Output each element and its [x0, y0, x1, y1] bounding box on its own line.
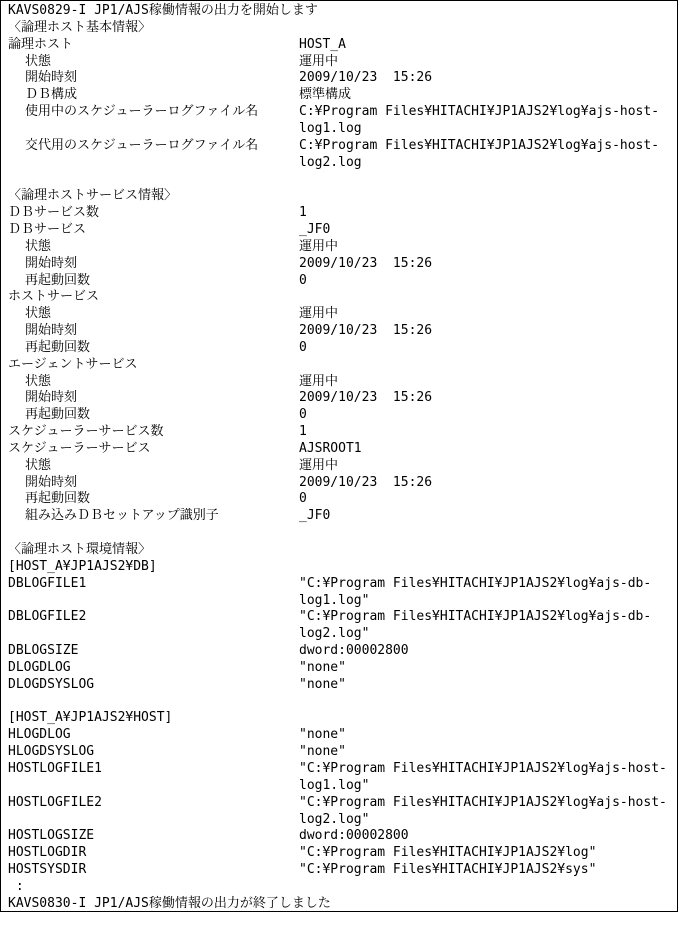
- field-label: 再起動回数: [25, 407, 91, 423]
- field-value: 運用中: [299, 306, 339, 322]
- output-line: [8, 138, 677, 155]
- output-line: [8, 828, 677, 845]
- field-label: HOSTSYSDIR: [8, 862, 87, 878]
- output-text: 〈論理ホスト環境情報〉: [8, 542, 152, 557]
- field-label: HOSTLOGSIZE: [8, 828, 95, 844]
- blank-line: [8, 694, 677, 711]
- field-label: ＤＢサービス数: [8, 205, 100, 221]
- field-value: log2.log: [299, 154, 362, 170]
- field-value: 2009/10/23 15:26: [299, 474, 433, 490]
- output-text: [HOST_A¥JP1AJS2¥HOST]: [8, 710, 173, 726]
- field-value: "none": [299, 676, 346, 692]
- field-label: DLOGDLOG: [8, 659, 71, 675]
- output-line: [8, 205, 677, 222]
- field-value: "C:¥Program Files¥HITACHI¥JP1AJS2¥log¥ajs-db-: [299, 575, 652, 591]
- output-line: [8, 306, 677, 323]
- field-value: dword:00002800: [299, 828, 409, 844]
- output-line: [8, 458, 677, 475]
- field-value: log2.log": [299, 811, 370, 827]
- field-label: 論理ホスト: [8, 36, 74, 52]
- output-line: [8, 239, 677, 256]
- field-value: "C:¥Program Files¥HITACHI¥JP1AJS2¥log": [299, 845, 597, 861]
- output-text: :: [8, 878, 24, 894]
- field-value: 2009/10/23 15:26: [299, 255, 433, 271]
- output-line: [8, 508, 677, 525]
- output-line: [8, 273, 677, 290]
- field-value: C:¥Program Files¥HITACHI¥JP1AJS2¥log¥ajs-host-: [299, 137, 660, 153]
- output-line: [8, 812, 677, 829]
- field-label: 開始時刻: [25, 323, 78, 339]
- field-label: DBLOGFILE2: [8, 609, 87, 625]
- field-value: log1.log": [299, 592, 370, 608]
- output-line: [8, 70, 677, 87]
- field-value: 標準構成: [299, 87, 352, 103]
- output-line: [8, 609, 677, 626]
- output-line: [8, 256, 677, 273]
- field-value: 1: [299, 424, 307, 440]
- output-line: [8, 222, 677, 239]
- field-label: 状態: [25, 238, 52, 254]
- field-value: "none": [299, 659, 346, 675]
- output-line: [8, 407, 677, 424]
- field-label: DBLOGSIZE: [8, 643, 79, 659]
- field-label: HOSTLOGFILE1: [8, 760, 102, 776]
- output-line: [8, 54, 677, 71]
- field-label: 再起動回数: [25, 339, 91, 355]
- output-line: [8, 289, 677, 306]
- output-line: [8, 121, 677, 138]
- field-value: "C:¥Program Files¥HITACHI¥JP1AJS2¥log¥ajs-host-: [299, 760, 667, 776]
- output-line: [8, 576, 677, 593]
- field-value: AJSROOT1: [299, 440, 362, 456]
- output-line: [8, 104, 677, 121]
- field-label: HOSTLOGDIR: [8, 845, 87, 861]
- field-label: DLOGDSYSLOG: [8, 676, 95, 692]
- output-line: [8, 896, 677, 912]
- field-value: dword:00002800: [299, 643, 409, 659]
- output-line: [8, 643, 677, 660]
- field-value: 運用中: [299, 457, 339, 473]
- output-text: 〈論理ホスト基本情報〉: [8, 19, 152, 35]
- field-label: 再起動回数: [25, 272, 91, 288]
- output-text: KAVS0830-I JP1/AJS稼働情報の出力が終了しました: [8, 895, 331, 911]
- output-line: [8, 727, 677, 744]
- output-line: [8, 357, 677, 374]
- blank-line: [8, 171, 677, 188]
- output-line: [8, 37, 677, 54]
- field-value: log1.log: [299, 120, 362, 136]
- field-value: _JF0: [299, 221, 331, 237]
- output-line: [8, 475, 677, 492]
- field-value: 2009/10/23 15:26: [299, 323, 433, 339]
- field-label: 状態: [25, 373, 52, 389]
- output-line: [8, 677, 677, 694]
- field-value: "none": [299, 744, 346, 760]
- output-text: 〈論理ホストサービス情報〉: [8, 188, 178, 204]
- field-label: HLOGDLOG: [8, 727, 71, 743]
- output-line: [8, 87, 677, 104]
- output-line: [8, 20, 677, 37]
- output-line: [8, 744, 677, 761]
- field-value: _JF0: [299, 508, 331, 524]
- field-label: 状態: [25, 306, 52, 322]
- field-label: 組み込みＤＢセットアップ識別子: [25, 508, 219, 524]
- field-label: 交代用のスケジューラーログファイル名: [25, 137, 259, 153]
- output-line: [8, 626, 677, 643]
- output-text: [HOST_A¥JP1AJS2¥DB]: [8, 558, 157, 574]
- field-value: log1.log": [299, 777, 370, 793]
- output-line: [8, 340, 677, 357]
- output-line: [8, 424, 677, 441]
- output-line: [8, 188, 677, 205]
- output-line: [8, 374, 677, 391]
- field-value: "none": [299, 727, 346, 743]
- field-label: エージェントサービス: [8, 356, 138, 372]
- field-value: HOST_A: [299, 36, 346, 52]
- field-value: log2.log": [299, 626, 370, 642]
- output-line: [8, 441, 677, 458]
- field-value: 0: [299, 272, 307, 288]
- field-value: "C:¥Program Files¥HITACHI¥JP1AJS2¥log¥ajs-db-: [299, 609, 652, 625]
- field-label: HOSTLOGFILE2: [8, 794, 102, 810]
- field-label: ＤＢ構成: [25, 87, 78, 103]
- output-line: [8, 542, 677, 559]
- field-value: 0: [299, 407, 307, 423]
- field-value: 2009/10/23 15:26: [299, 390, 433, 406]
- field-label: スケジューラーサービス: [8, 440, 151, 456]
- output-line: [8, 155, 677, 172]
- field-value: C:¥Program Files¥HITACHI¥JP1AJS2¥log¥ajs-host-: [299, 104, 660, 120]
- field-label: HLOGDSYSLOG: [8, 744, 95, 760]
- output-line: [8, 761, 677, 778]
- output-line: [8, 879, 677, 896]
- field-value: 2009/10/23 15:26: [299, 70, 433, 86]
- output-line: [8, 845, 677, 862]
- field-label: DBLOGFILE1: [8, 575, 87, 591]
- output-line: [8, 559, 677, 576]
- output-text: KAVS0829-I JP1/AJS稼働情報の出力を開始します: [8, 3, 318, 18]
- field-label: 開始時刻: [25, 390, 78, 406]
- output-line: [8, 660, 677, 677]
- field-label: スケジューラーサービス数: [8, 424, 164, 440]
- output-line: [8, 323, 677, 340]
- field-label: 開始時刻: [25, 474, 78, 490]
- field-label: 状態: [25, 457, 52, 473]
- output-line: [8, 593, 677, 610]
- field-value: "C:¥Program Files¥HITACHI¥JP1AJS2¥log¥ajs-host-: [299, 794, 667, 810]
- output-line: [8, 778, 677, 795]
- field-label: 状態: [25, 53, 52, 69]
- field-value: 運用中: [299, 238, 339, 254]
- field-label: ＤＢサービス: [8, 221, 87, 237]
- field-label: 再起動回数: [25, 491, 91, 507]
- field-value: 運用中: [299, 373, 339, 389]
- field-value: "C:¥Program Files¥HITACHI¥JP1AJS2¥sys": [299, 862, 597, 878]
- field-label: 使用中のスケジューラーログファイル名: [25, 104, 259, 120]
- field-value: 運用中: [299, 53, 339, 69]
- field-label: ホストサービス: [8, 289, 100, 305]
- output-line: [8, 710, 677, 727]
- output-line: [8, 491, 677, 508]
- field-label: 開始時刻: [25, 255, 78, 271]
- output-line: [8, 862, 677, 879]
- output-line: [8, 795, 677, 812]
- blank-line: [8, 525, 677, 542]
- field-value: 0: [299, 339, 307, 355]
- output-line: [8, 390, 677, 407]
- field-label: 開始時刻: [25, 70, 78, 86]
- output-line: [8, 3, 677, 20]
- field-value: 1: [299, 205, 307, 221]
- field-value: 0: [299, 491, 307, 507]
